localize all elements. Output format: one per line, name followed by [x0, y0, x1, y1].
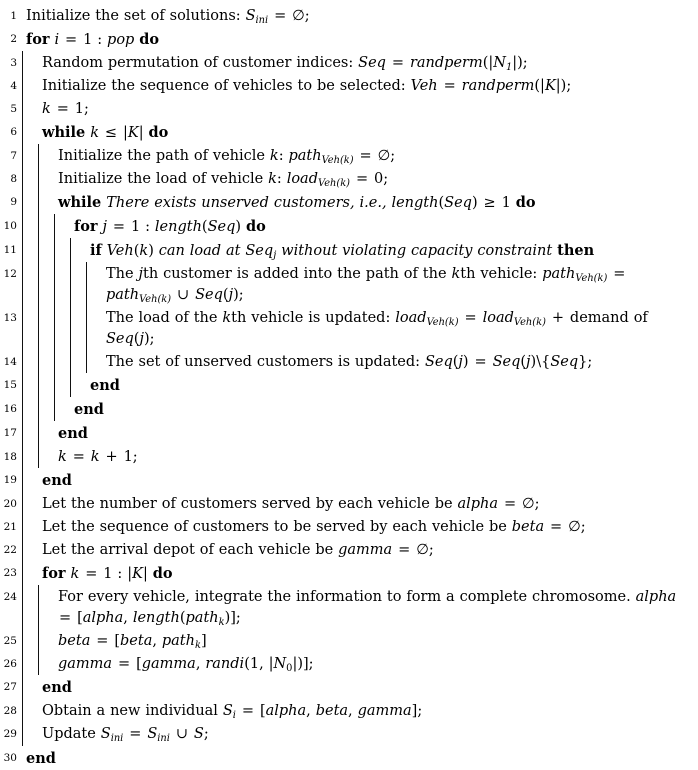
line-number: 30	[3, 751, 17, 764]
line-text: for j = 1 : length(Seq) do	[74, 218, 266, 236]
line-text: while k ≤ |K| do	[42, 124, 169, 142]
line-number: 28	[3, 705, 17, 718]
line-number: 8	[10, 173, 17, 186]
algorithm-line	[0, 120, 698, 144]
algorithm-line	[0, 97, 698, 120]
line-text: gamma = [gamma, randi(1, $|N_0|$)];	[58, 656, 314, 675]
line-number: 20	[3, 498, 17, 511]
line-number: 26	[3, 658, 17, 671]
line-text: Random permutation of customer indices: Seq = $randperm(|N_1|)$;	[42, 55, 528, 73]
line-number: 6	[10, 126, 17, 139]
line-number: 5	[10, 103, 17, 116]
line-number: 17	[3, 427, 17, 440]
algorithm-line	[0, 144, 698, 167]
line-text: end	[26, 749, 56, 767]
line-text: end	[42, 472, 72, 490]
algorithm-line	[0, 238, 698, 262]
algorithm-line	[0, 27, 698, 51]
line-number: 16	[3, 403, 17, 416]
line-text: Update $S_{ini} = S_{ini}$ ∪ S;	[42, 726, 209, 745]
line-text: for i = 1 : pop do	[26, 31, 160, 49]
algorithm-line	[0, 167, 698, 190]
line-number: 22	[3, 544, 17, 557]
line-text: The load of the kth vehicle is updated: load$_{Veh(k)}$ = load$_{Veh(k)}$ + demand of Seq(j);	[106, 310, 648, 348]
line-number: 29	[3, 728, 17, 741]
line-number: 24	[3, 591, 17, 604]
line-number: 7	[10, 150, 17, 163]
algorithm-line	[0, 652, 698, 675]
line-text: Initialize the sequence of vehicles to be selected: Veh = randperm(|K|);	[42, 78, 572, 95]
line-number: 27	[3, 681, 17, 694]
algorithm-line	[0, 585, 698, 629]
line-number: 23	[3, 567, 17, 580]
algorithm-line	[0, 373, 698, 397]
line-text: for k = 1 : |K| do	[42, 565, 173, 583]
algorithm-line	[0, 51, 698, 74]
algorithm-line	[0, 629, 698, 652]
line-text: Initialize the path of vehicle k: path$_{Veh(k)}$ = ∅;	[58, 148, 396, 166]
line-number: 4	[10, 80, 17, 93]
algorithm-line	[0, 722, 698, 745]
line-text: end	[74, 401, 104, 419]
line-number: 14	[3, 356, 17, 369]
line-number: 25	[3, 635, 17, 648]
line-text: while There exists unserved customers, i.e., length(Seq) ≥ 1 do	[58, 194, 536, 212]
algorithm-line	[0, 492, 698, 515]
algorithm-line	[0, 190, 698, 214]
line-number: 2	[10, 33, 17, 46]
line-number: 3	[10, 57, 17, 70]
line-number: 1	[10, 10, 17, 22]
line-number: 11	[3, 244, 17, 257]
algorithm-line	[0, 262, 698, 306]
algorithm-line	[0, 675, 698, 699]
algorithm-line	[0, 306, 698, 350]
algorithm-line	[0, 699, 698, 722]
line-number: 13	[3, 312, 17, 325]
algorithm-line	[0, 4, 698, 27]
line-text: end	[58, 425, 88, 443]
line-number: 19	[3, 474, 17, 487]
line-text: Obtain a new individual $S_i$ = [alpha, beta, gamma];	[42, 703, 423, 722]
algorithm-line	[0, 746, 698, 770]
algorithm-line	[0, 397, 698, 421]
algorithm-line	[0, 421, 698, 445]
line-number: 10	[3, 220, 17, 233]
algorithm-line	[0, 561, 698, 585]
line-text: end	[42, 679, 72, 697]
algorithm-line	[0, 74, 698, 97]
algorithm-line	[0, 445, 698, 468]
algorithm-line	[0, 214, 698, 238]
line-text: The jth customer is added into the path of the kth vehicle: path$_{Veh(k)}$ = path$_{Veh(k)}$ ∪ Seq(j);	[106, 266, 626, 305]
line-number: 15	[3, 379, 17, 392]
line-text: Initialize the load of vehicle k: load$_{Veh(k)}$ = 0;	[58, 171, 389, 189]
algorithm-line	[0, 515, 698, 538]
line-number: 9	[10, 196, 17, 209]
line-text: if Veh(k) can load at Seq$_j$ without violating capacity constraint then	[90, 242, 595, 261]
line-text: Let the arrival depot of each vehicle be gamma = ∅;	[42, 542, 434, 559]
line-text: end	[90, 377, 120, 395]
line-number: 18	[3, 451, 17, 464]
line-text: For every vehicle, integrate the information to form a complete chromosome. alpha = [alpha, length(path$_k$)];	[58, 589, 677, 629]
algorithm-line	[0, 538, 698, 561]
line-text: Initialize the set of solutions: $S_{ini}$ = ∅;	[26, 8, 310, 26]
algorithm-line	[0, 468, 698, 492]
line-text: Let the number of customers served by each vehicle be alpha = ∅;	[42, 496, 540, 513]
line-number: 21	[3, 521, 17, 534]
line-number: 12	[3, 268, 17, 281]
algorithm-line	[0, 350, 698, 373]
line-text: beta = [beta, path$_k$]	[58, 633, 207, 652]
line-text: k = k + 1;	[58, 449, 138, 466]
line-text: k = 1;	[42, 101, 89, 118]
line-text: The set of unserved customers is updated: Seq(j) = Seq(j)\{Seq};	[106, 354, 593, 371]
line-text: Let the sequence of customers to be served by each vehicle be beta = ∅;	[42, 519, 586, 536]
